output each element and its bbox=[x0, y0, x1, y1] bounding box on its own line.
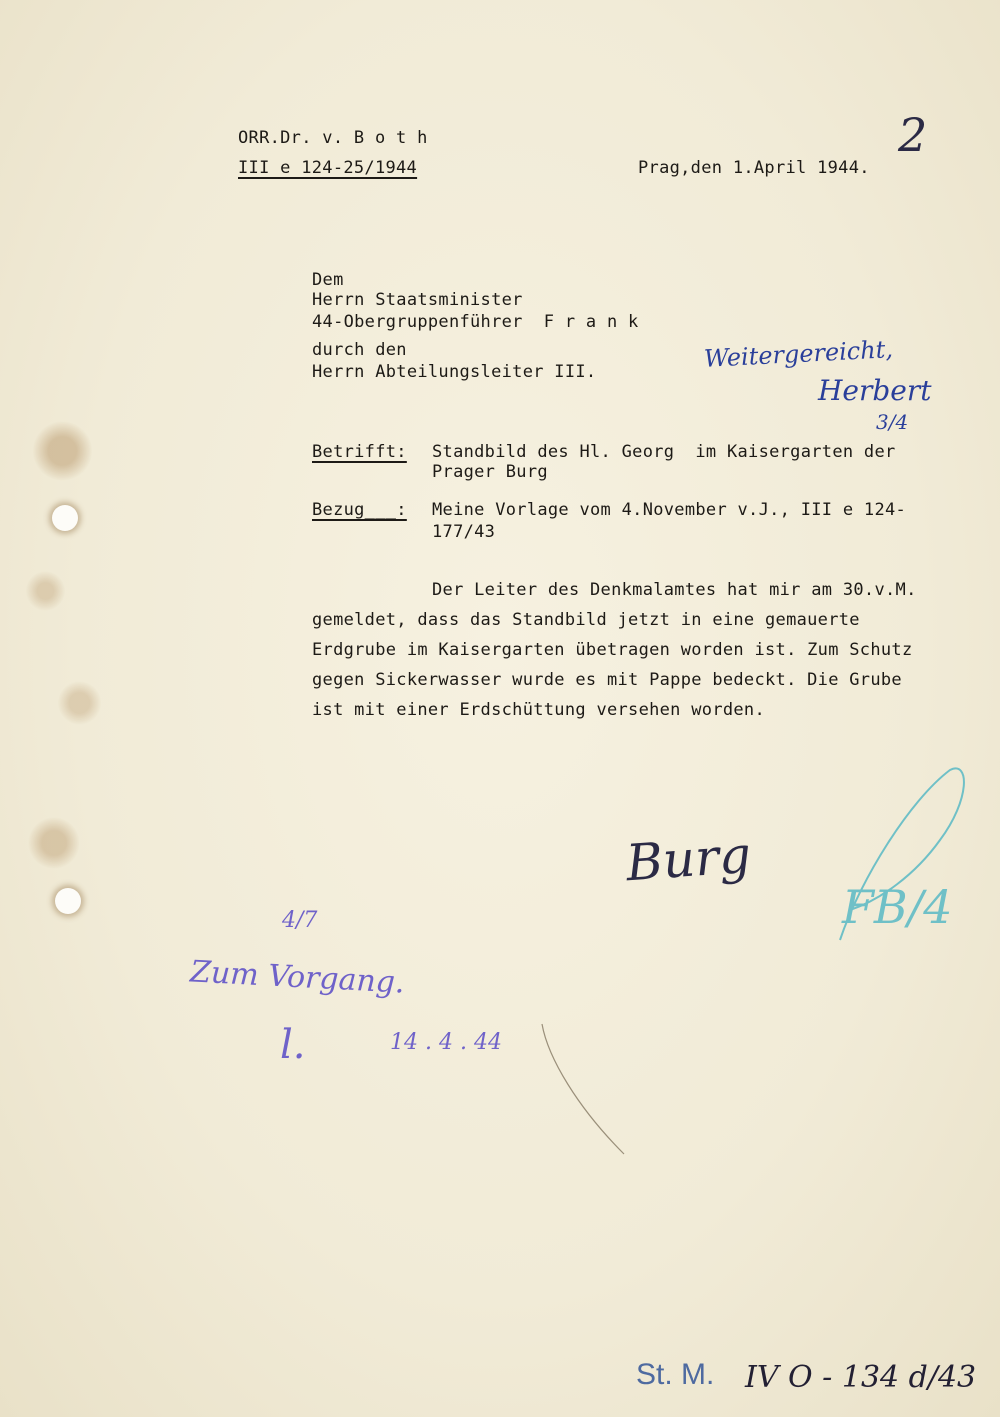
handwritten-page-number: 2 bbox=[898, 108, 928, 162]
reference-line: Meine Vorlage vom 4.November v.J., III e 124- bbox=[432, 500, 907, 520]
recipient-line: durch den bbox=[312, 340, 407, 360]
forwarding-annotation: Weitergereicht, bbox=[703, 335, 894, 373]
body-line: ist mit einer Erdschüttung versehen worden. bbox=[312, 700, 765, 720]
body-line: Der Leiter des Denkmalamtes hat mir am 30.v.M. bbox=[432, 580, 917, 600]
filing-mark: 4/7 bbox=[282, 908, 318, 933]
filing-text: Zum Vorgang. bbox=[189, 954, 406, 1001]
recipient-line: Herrn Abteilungsleiter III. bbox=[312, 362, 597, 382]
body-line: gegen Sickerwasser wurde es mit Pappe bedeckt. Die Grube bbox=[312, 670, 902, 690]
filing-initial: l. bbox=[280, 1022, 306, 1068]
sender-name: ORR.Dr. v. B o t h bbox=[238, 128, 428, 148]
punch-hole bbox=[52, 505, 78, 531]
teal-initials: FB/4 bbox=[842, 880, 953, 934]
reference-label: Bezug___: bbox=[312, 500, 407, 520]
place-date: Prag,den 1.April 1944. bbox=[638, 158, 870, 178]
teal-pencil-loop bbox=[820, 760, 980, 980]
body-line: gemeldet, dass das Standbild jetzt in eine gemauerte bbox=[312, 610, 860, 630]
archive-stamp: St. M. bbox=[636, 1358, 715, 1391]
subject-line: Prager Burg bbox=[432, 462, 548, 482]
subject-line: Standbild des Hl. Georg im Kaisergarten der bbox=[432, 442, 896, 462]
pencil-curve bbox=[538, 1018, 628, 1158]
recipient-line: 44-Obergruppenführer F r a n k bbox=[312, 312, 639, 332]
forwarding-signature: Herbert bbox=[818, 374, 932, 407]
reference-line: 177/43 bbox=[432, 522, 496, 542]
punch-hole bbox=[55, 888, 81, 914]
rust-stain bbox=[20, 395, 105, 955]
body-line: Erdgrube im Kaisergarten übetragen worden ist. Zum Schutz bbox=[312, 640, 913, 660]
forwarding-date: 3/4 bbox=[876, 410, 909, 434]
signature: Burg bbox=[624, 825, 753, 893]
file-number: III e 124-25/1944 bbox=[238, 158, 418, 178]
recipient-line: Dem bbox=[312, 270, 344, 290]
recipient-line: Herrn Staatsminister bbox=[312, 290, 523, 310]
archive-reference: IV O - 134 d/43 bbox=[745, 1360, 977, 1395]
subject-label: Betrifft: bbox=[312, 442, 407, 462]
filing-date: 14 . 4 . 44 bbox=[390, 1030, 502, 1055]
